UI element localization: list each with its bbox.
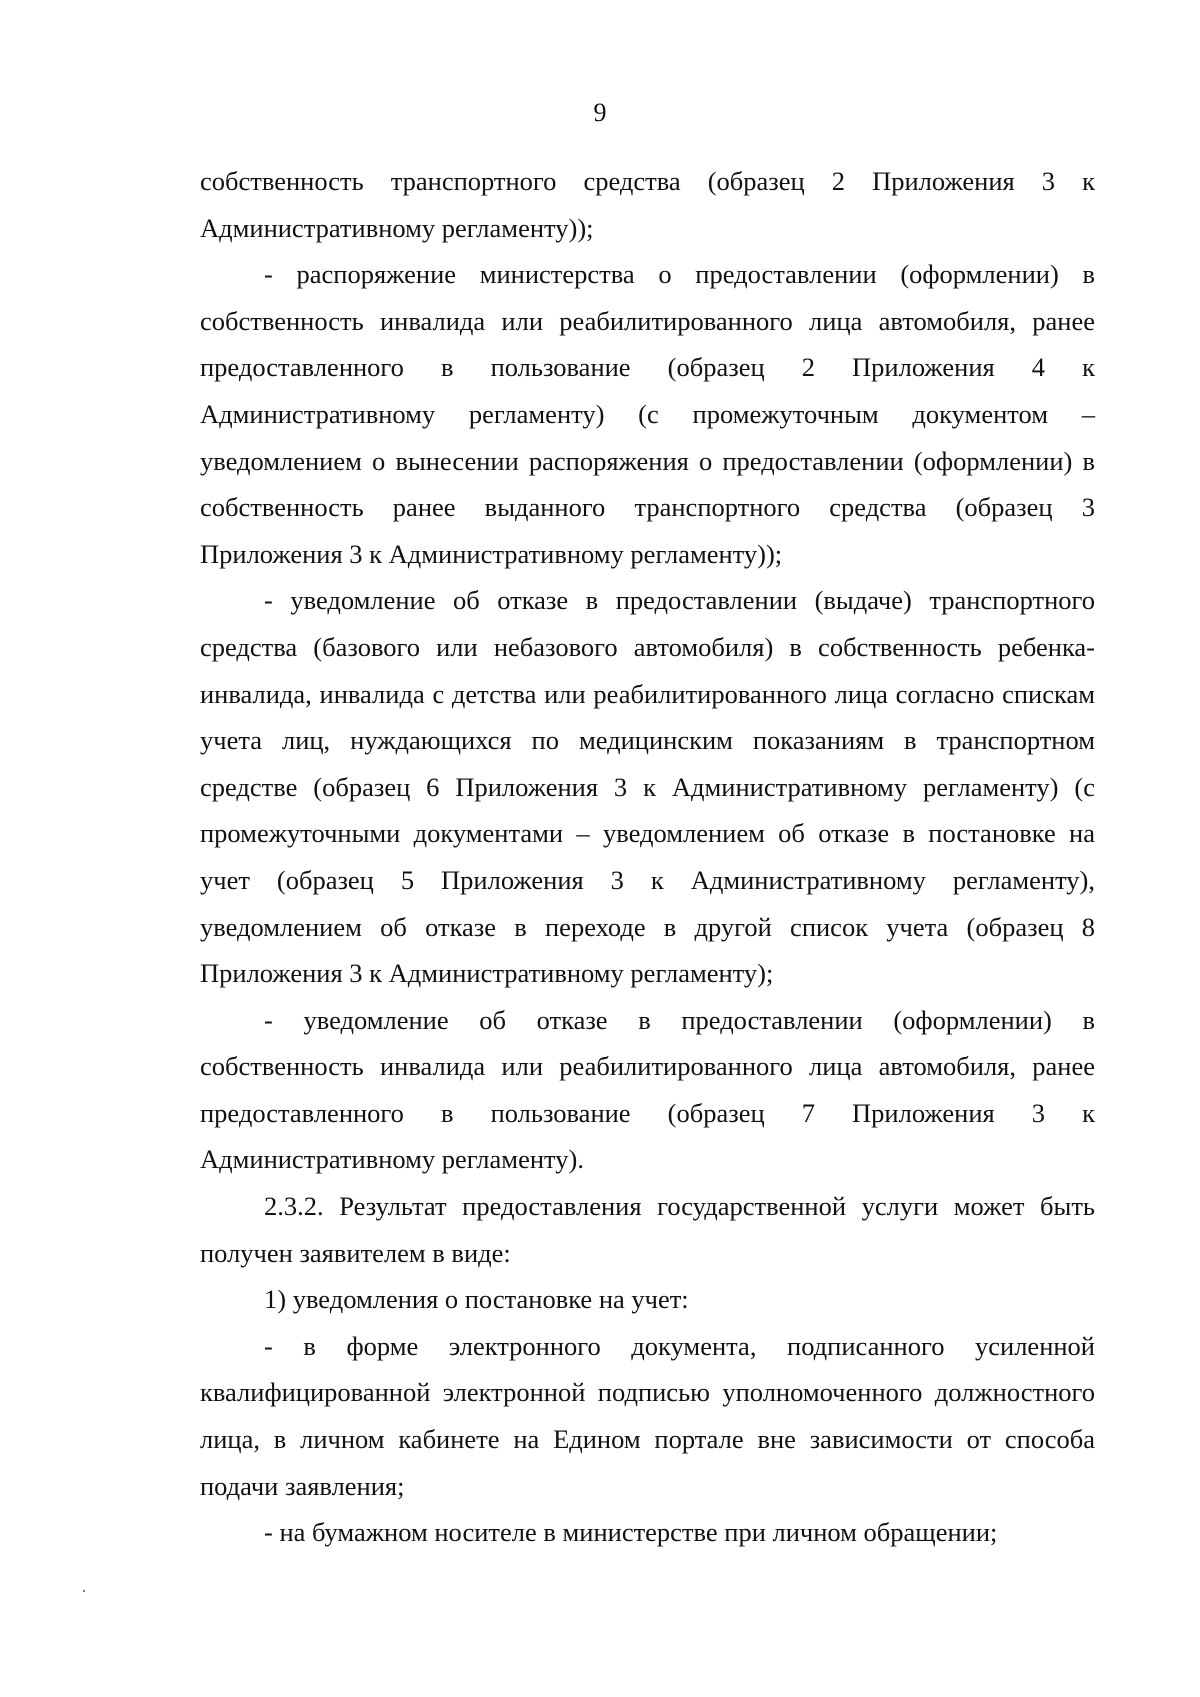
paragraph-item-1: 1) уведомления о постановке на учет:	[264, 1284, 689, 1315]
paragraph-order-ownership: - распоряжение министерства о предоставлении (оформлении) в собственность инвалида или реабилитированного лица автомобиля, ранее предоставленного в пользование (образец 2 Приложения 4 к Административному регламенту) (с промежуточным документом – уведомлением о вынесении распоряжения о предоставлении (оформлении) в собственность ранее выданного транспортного средства (образец 3 Приложения 3 к Административному регламенту));	[200, 259, 1095, 569]
paragraph-refusal-vehicle: - уведомление об отказе в предоставлении (выдаче) транспортного средства (базового или небазового автомобиля) в собственность ребенка-инвалида, инвалида с детства или реабилитированного лица согласно спискам учета лиц, нуждающихся по медицинским показаниям в транспортном средстве (образец 6 Приложения 3 к Административному регламенту) (с промежуточными документами – уведомлением об отказе в постановке на учет (образец 5 Приложения 3 к Административному регламенту), уведомлением об отказе в переходе в другой список учета (образец 8 Приложения 3 к Административному регламенту);	[200, 585, 1095, 989]
paragraph-paper-form: - на бумажном носителе в министерстве при личном обращении;	[264, 1517, 998, 1548]
document-body	[200, 158, 1095, 1556]
page-number: 9	[593, 98, 607, 127]
paragraph-section-2-3-2: 2.3.2. Результат предоставления государственной услуги может быть получен заявителем в виде:	[200, 1191, 1095, 1268]
scan-artifact-dot	[83, 1590, 85, 1592]
paragraph-refusal-ownership: - уведомление об отказе в предоставлении (оформлении) в собственность инвалида или реабилитированного лица автомобиля, ранее предоставленного в пользование (образец 7 Приложения 3 к Административному регламенту).	[200, 1004, 1095, 1175]
paragraph-continuation: собственность транспортного средства (образец 2 Приложения 3 к Административному регламенту));	[200, 166, 1095, 243]
paragraph-electronic-form: - в форме электронного документа, подписанного усиленной квалифицированной электронной подписью уполномоченного должностного лица, в личном кабинете на Едином портале вне зависимости от способа подачи заявления;	[200, 1330, 1095, 1501]
